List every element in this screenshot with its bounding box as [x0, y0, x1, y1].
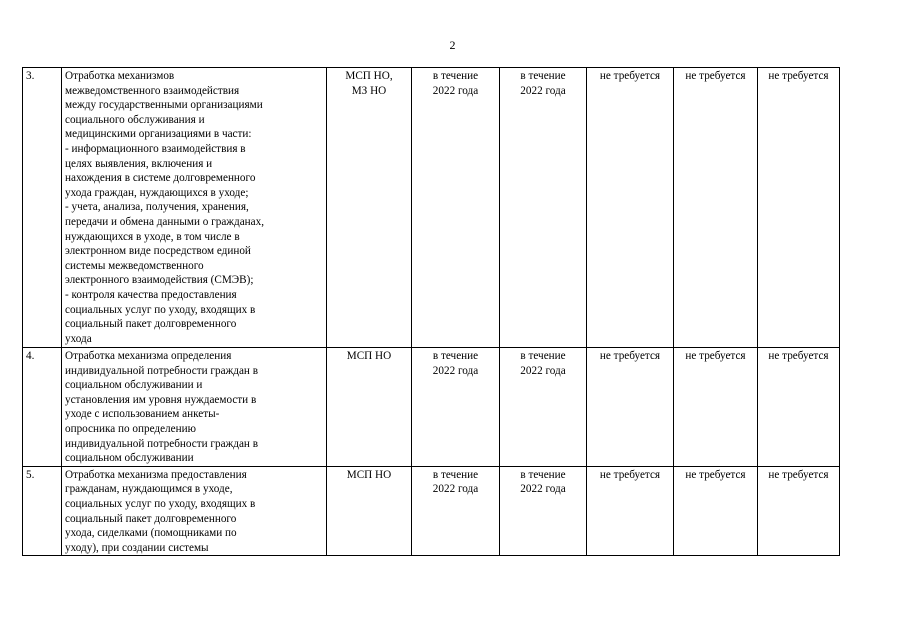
text-line: социальном обслуживании и	[65, 379, 203, 392]
text-line: в течение	[432, 70, 479, 82]
plan-table	[22, 67, 840, 556]
text-line: нуждающихся в уходе, в том числе в	[65, 230, 240, 243]
text-line: в течение	[520, 70, 566, 82]
funding-cell-3: не требуется	[758, 466, 840, 556]
text-line: межведомственного взаимодействия	[65, 84, 240, 97]
funding-cell-3: не требуется	[758, 68, 840, 348]
text-line: 2022 года	[432, 483, 479, 496]
text-line: МСП НО	[346, 468, 392, 481]
end-date-cell	[500, 68, 587, 348]
text-line: передачи и обмена данными о гражданах,	[65, 215, 265, 228]
text-line: нахождения в системе долговременного	[65, 172, 256, 185]
text-line: в течение	[432, 468, 479, 481]
text-line: - контроля качества предоставления	[65, 288, 237, 301]
start-date-cell	[412, 68, 500, 348]
text-line: Отработка механизмов	[65, 70, 175, 82]
text-line: уходу), при создании системы	[65, 541, 209, 554]
start-date-cell	[412, 348, 500, 467]
item-number-cell: 4.	[23, 348, 62, 467]
responsible-cell	[327, 68, 412, 348]
text-line: ухода	[65, 332, 92, 345]
text-line: в течение	[432, 350, 479, 362]
text-line: в течение	[520, 350, 566, 362]
funding-cell-2: не требуется	[674, 68, 758, 348]
funding-cell-1: не требуется	[587, 348, 674, 467]
text-line: ухода, сиделками (помощниками по	[65, 527, 237, 540]
text-line: 2022 года	[520, 364, 566, 377]
item-number-cell: 5.	[23, 466, 62, 556]
text-line: медицинскими организациями в части:	[65, 128, 252, 141]
text-line: системы межведомственного	[65, 259, 204, 272]
table-row	[23, 68, 840, 348]
text-line: гражданам, нуждающимся в уходе,	[65, 483, 233, 496]
text-line: в течение	[520, 468, 566, 481]
text-line: 2022 года	[520, 483, 566, 496]
table-row	[23, 466, 840, 556]
text-line: индивидуальной потребности граждан в	[65, 437, 258, 450]
activity-name-cell	[62, 68, 327, 348]
funding-cell-1: не требуется	[587, 68, 674, 348]
text-line: опросника по определению	[65, 422, 196, 435]
text-line: социальных услуг по уходу, входящих в	[65, 303, 256, 316]
text-line: социальный пакет долговременного	[65, 512, 237, 525]
text-line: социальный пакет долговременного	[65, 318, 237, 331]
text-line: индивидуальной потребности граждан в	[65, 364, 258, 377]
text-line: целях выявления, включения и	[65, 157, 213, 170]
activity-name-cell	[62, 348, 327, 467]
text-line: 2022 года	[520, 84, 566, 97]
start-date-cell	[412, 466, 500, 556]
text-line: Отработка механизма определения	[65, 350, 232, 362]
end-date-cell	[500, 348, 587, 467]
funding-cell-1: не требуется	[587, 466, 674, 556]
text-line: ухода граждан, нуждающихся в уходе;	[65, 186, 249, 199]
activity-name-cell	[62, 466, 327, 556]
item-number-cell: 3.	[23, 68, 62, 348]
text-line: установления им уровня нуждаемости в	[65, 393, 257, 406]
text-line: между государственными организациями	[65, 99, 263, 112]
text-line: социальном обслуживании	[65, 452, 194, 465]
text-line: социальных услуг по уходу, входящих в	[65, 497, 256, 510]
responsible-cell	[327, 466, 412, 556]
text-line: МСП НО	[346, 350, 392, 362]
text-line: социального обслуживания и	[65, 113, 205, 126]
page-number: 2	[449, 38, 456, 52]
text-line: МЗ НО	[351, 84, 387, 97]
text-line: электронном виде посредством единой	[65, 245, 251, 258]
text-line: 2022 года	[432, 364, 479, 377]
funding-cell-3: не требуется	[758, 348, 840, 467]
text-line: - информационного взаимодействия в	[65, 142, 246, 155]
text-line: МСП НО,	[345, 70, 393, 82]
text-line: электронного взаимодействия (СМЭВ);	[65, 274, 254, 287]
text-line: 2022 года	[432, 84, 479, 97]
funding-cell-2: не требуется	[674, 348, 758, 467]
end-date-cell	[500, 466, 587, 556]
text-line: - учета, анализа, получения, хранения,	[65, 201, 249, 214]
text-line: Отработка механизма предоставления	[65, 468, 247, 481]
table-row	[23, 348, 840, 467]
responsible-cell	[327, 348, 412, 467]
text-line: уходе с использованием анкеты-	[65, 408, 220, 421]
funding-cell-2: не требуется	[674, 466, 758, 556]
table-body	[23, 68, 840, 556]
